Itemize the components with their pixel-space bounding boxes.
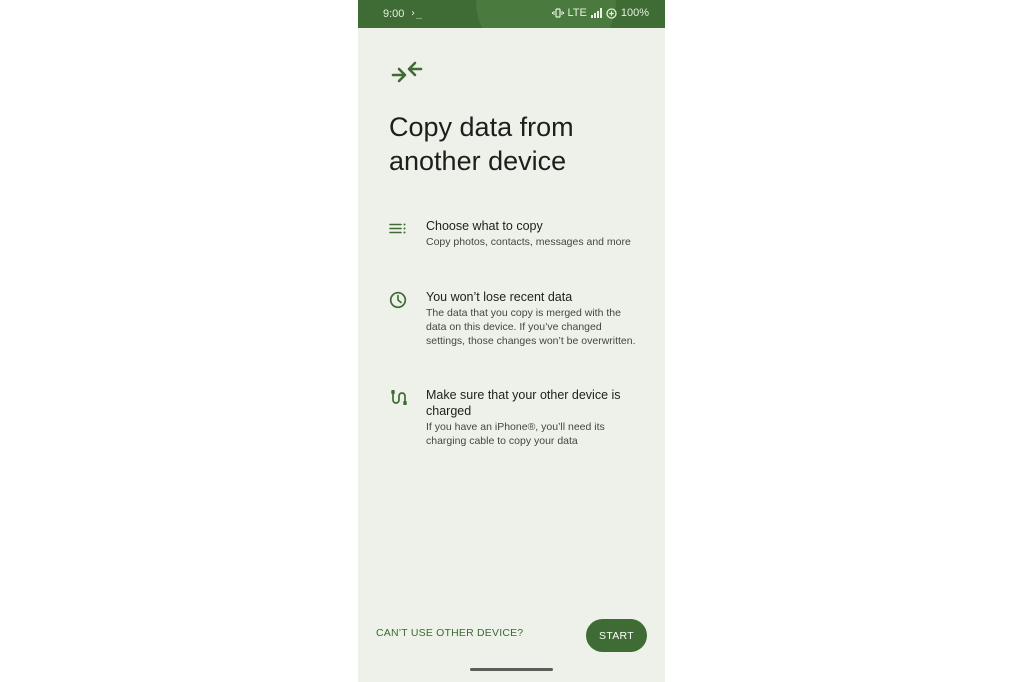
network-type: LTE: [567, 7, 587, 19]
vibrate-icon: [552, 8, 564, 18]
page-title: Copy data from another device: [389, 112, 574, 176]
swap-arrows-icon: [390, 60, 424, 84]
list-icon: [389, 220, 407, 238]
signal-icon: [591, 8, 602, 18]
battery-level: 100%: [620, 7, 649, 19]
status-bar: [358, 0, 665, 28]
start-button[interactable]: START: [586, 619, 647, 652]
cant-use-other-device-button[interactable]: CAN’T USE OTHER DEVICE?: [376, 627, 524, 639]
gesture-navigation-bar[interactable]: [470, 668, 553, 671]
clock-icon: [389, 291, 407, 309]
terminal-icon: ›_: [410, 8, 423, 19]
status-icons: [552, 7, 650, 19]
item-title: Choose what to copy: [426, 219, 543, 233]
item-title: Make sure that your other device is charged: [426, 388, 621, 418]
item-description: Copy photos, contacts, messages and more: [426, 236, 631, 248]
battery-saver-icon: [606, 8, 617, 19]
item-description: The data that you copy is merged with the data on this device. If you’ve changed settings, those changes won’t be overwritten.: [426, 307, 636, 347]
phone-screen: [358, 0, 665, 682]
item-description: If you have an iPhone®, you’ll need its charging cable to copy your data: [426, 421, 605, 447]
charging-cable-icon: [389, 389, 407, 407]
status-time: 9:00: [383, 8, 405, 20]
item-title: You won’t lose recent data: [426, 290, 573, 304]
